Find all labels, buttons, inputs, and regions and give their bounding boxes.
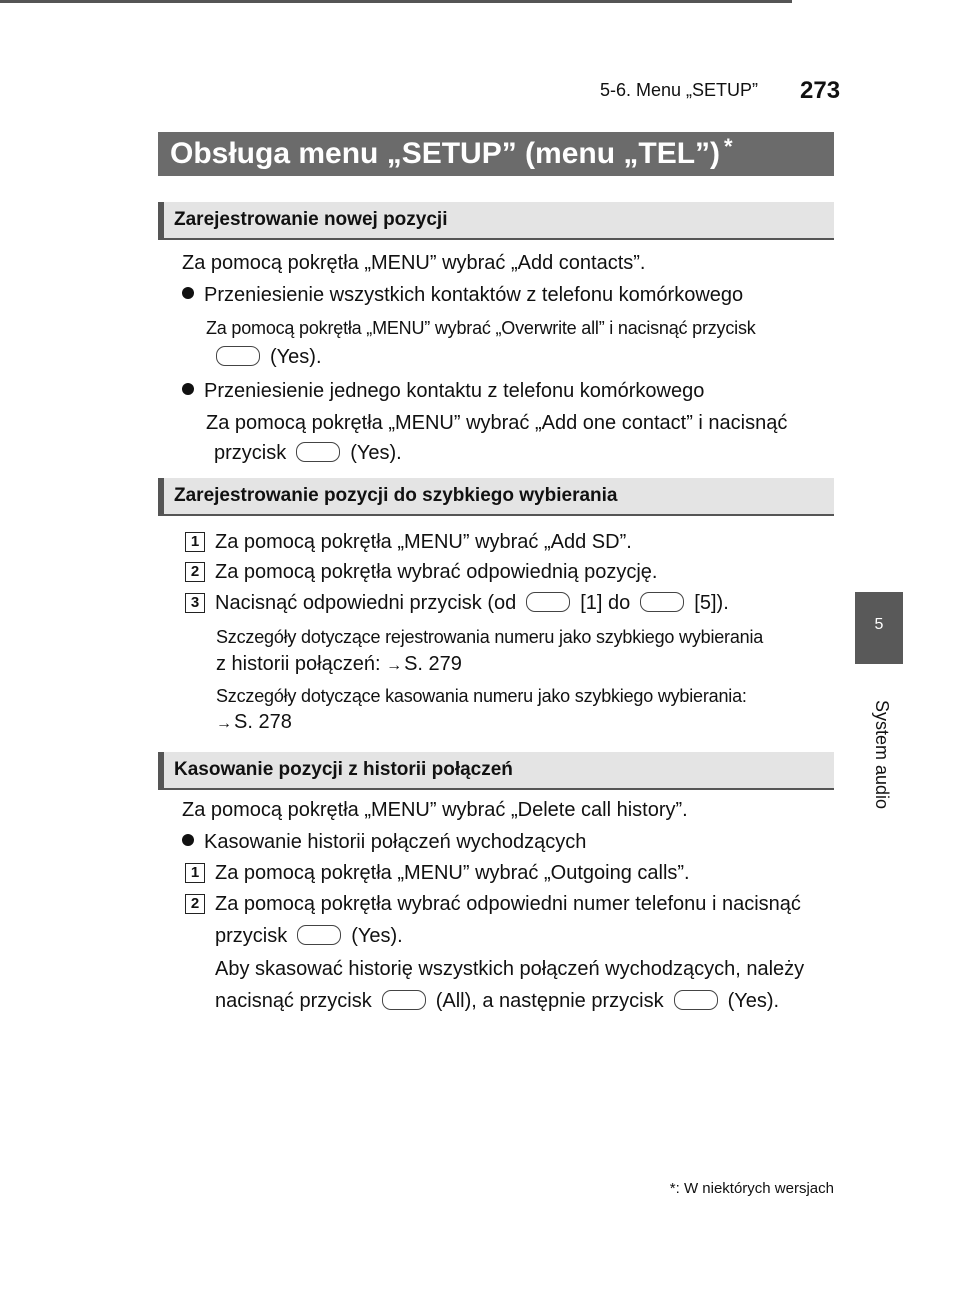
section1-bullet1-title: Przeniesienie wszystkich kontaktów z telefonu komórkowego xyxy=(204,284,744,306)
section1-bullet2-line1: Za pomocą pokrętła „MENU” wybrać „Add one contact” i nacisnąć xyxy=(206,412,788,434)
bullet-icon xyxy=(182,383,194,395)
section2-step2: Za pomocą pokrętła wybrać odpowiednią pozycję. xyxy=(215,561,658,583)
speed-dial-key-icon xyxy=(640,592,684,612)
section1-bullet1 xyxy=(182,282,743,308)
section3-note-line1: Aby skasować historię wszystkich połączeń wychodzących, należy xyxy=(215,958,805,980)
step-number: 1 xyxy=(185,863,205,883)
yes-key-icon xyxy=(674,990,718,1010)
section1-bullet2 xyxy=(182,378,704,404)
section-heading-speed-dial: Zarejestrowanie pozycji do szybkiego wybierania xyxy=(158,478,834,516)
section2-note2-line1: Szczegóły dotyczące kasowania numeru jako szybkiego wybierania: xyxy=(216,686,747,706)
section3-note-line2 xyxy=(215,988,779,1014)
step-number: 2 xyxy=(185,894,205,914)
section3-intro: Za pomocą pokrętła „MENU” wybrać „Delete call history”. xyxy=(182,799,688,821)
footnote-text: : W niektórych wersjach xyxy=(675,1180,834,1197)
page-title-text: Obsługa menu „SETUP” (menu „TEL”) xyxy=(170,137,721,170)
section-heading-delete-history: Kasowanie pozycji z historii połączeń xyxy=(158,752,834,790)
yes-key-icon xyxy=(216,346,260,366)
yes-label: (Yes). xyxy=(270,346,322,368)
yes-label: (Yes). xyxy=(727,990,780,1012)
page-title xyxy=(158,132,834,176)
section-heading-new-entry: Zarejestrowanie nowej pozycji xyxy=(158,202,834,240)
section1-intro: Za pomocą pokrętła „MENU” wybrać „Add contacts”. xyxy=(182,252,646,274)
note-text-a: nacisnąć przycisk xyxy=(215,990,372,1012)
section3-step1: Za pomocą pokrętła „MENU” wybrać „Outgoing calls”. xyxy=(215,862,690,884)
step-number: 1 xyxy=(185,532,205,552)
arrow-right-icon: → xyxy=(386,657,403,674)
section2-note2-line2 xyxy=(216,709,292,737)
running-header-section: 5-6. Menu „SETUP” xyxy=(600,80,759,100)
section2-step1: Za pomocą pokrętła „MENU” wybrać „Add SD”. xyxy=(215,531,632,553)
section1-bullet1-line2 xyxy=(206,344,322,370)
footnote xyxy=(620,1180,834,1197)
bullet-icon xyxy=(182,834,194,846)
all-key-icon xyxy=(382,990,426,1010)
asterisk-icon: * xyxy=(724,134,733,159)
chapter-tab-label: System audio xyxy=(872,700,892,810)
yes-label: (Yes). xyxy=(351,925,403,947)
note1-text: z historii połączeń: xyxy=(216,653,381,675)
chapter-tab-number: 5 xyxy=(874,616,884,633)
section1-bullet2-line2 xyxy=(214,440,402,466)
section3-bullet1-title: Kasowanie historii połączeń wychodzących xyxy=(204,831,587,853)
page-reference: S. 279 xyxy=(404,653,462,675)
header-rule xyxy=(0,0,792,3)
przycisk-label: przycisk xyxy=(214,442,287,464)
step3-text-c: [5]). xyxy=(694,592,729,614)
step-number: 3 xyxy=(185,593,205,613)
yes-label: (Yes). xyxy=(350,442,402,464)
section2-note1-line1: Szczegóły dotyczące rejestrowania numeru jako szybkiego wybierania xyxy=(216,627,764,647)
yes-key-icon xyxy=(297,925,341,945)
przycisk-label: przycisk xyxy=(215,925,288,947)
bullet-icon xyxy=(182,287,194,299)
speed-dial-key-icon xyxy=(526,592,570,612)
page-reference: S. 278 xyxy=(234,711,292,733)
section3-step2-line2 xyxy=(215,923,403,949)
page-number: 273 xyxy=(800,77,841,104)
section2-note1-line2 xyxy=(216,651,462,679)
section1-bullet1-line1: Za pomocą pokrętła „MENU” wybrać „Overwrite all” i nacisnąć przycisk xyxy=(206,318,756,338)
asterisk-icon: * xyxy=(669,1180,676,1197)
section3-bullet1 xyxy=(182,829,586,855)
section3-step2: Za pomocą pokrętła wybrać odpowiedni numer telefonu i nacisnąć xyxy=(215,893,801,915)
step-number: 2 xyxy=(185,562,205,582)
section1-bullet2-title: Przeniesienie jednego kontaktu z telefonu komórkowego xyxy=(204,380,705,402)
note-text-b: (All), a następnie przycisk xyxy=(435,990,664,1012)
arrow-right-icon: → xyxy=(216,715,232,732)
yes-key-icon xyxy=(296,442,340,462)
section2-step3 xyxy=(215,590,729,616)
step3-text-a: Nacisnąć odpowiedni przycisk (od xyxy=(215,592,517,614)
step3-text-b: [1] do xyxy=(580,592,631,614)
